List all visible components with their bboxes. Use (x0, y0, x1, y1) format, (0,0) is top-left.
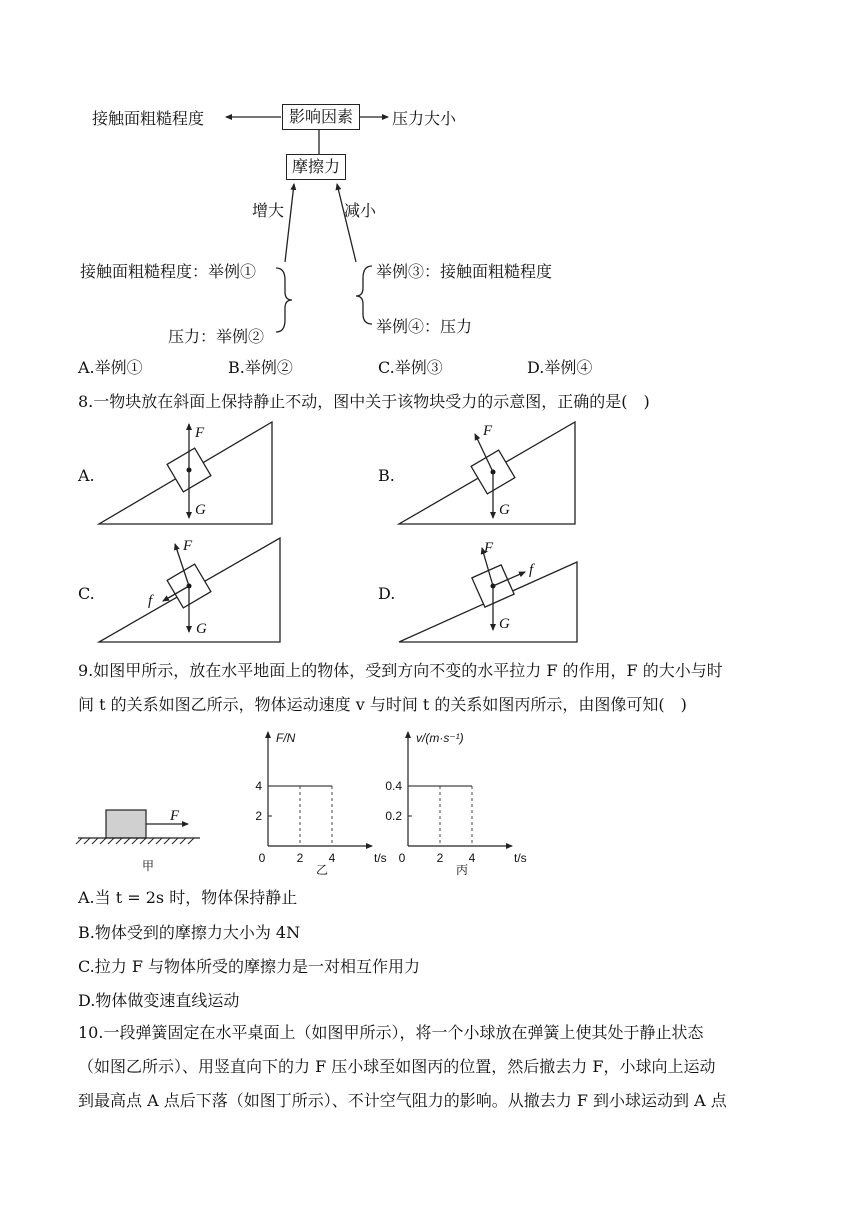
ground-hatching (76, 838, 194, 844)
decrease-arrow (337, 184, 356, 262)
q10-line-3: 到最高点 A 点后下落（如图丁所示）、不计空气阻力的影响。从撤去力 F 到小球运动到 A 点 (78, 1091, 727, 1110)
chart-bing-x-label: t/s (514, 851, 527, 865)
chart-bing-x-tick-2: 2 (436, 851, 444, 865)
q9-option-b: B.物体受到的摩擦力大小为 4N (78, 923, 301, 942)
chart-yi (248, 726, 388, 876)
q8-option-b-label: B. (378, 466, 395, 485)
label-friction-c: f (148, 593, 153, 609)
q8-figure-d (397, 534, 607, 646)
chart-yi-caption: 乙 (316, 863, 329, 877)
right-factor-label: 压力大小 (392, 109, 457, 128)
increase-label: 增大 (252, 201, 285, 220)
q8-figure-c (97, 534, 307, 646)
q7-option-a: A.举例① (78, 358, 143, 377)
q8-figure-a (97, 418, 297, 528)
label-friction-d: f (529, 562, 534, 578)
q9-option-c: C.拉力 F 与物体所受的摩擦力是一对相互作用力 (78, 957, 421, 976)
chart-bing-y-tick-0.4: 0.4 (385, 779, 402, 793)
influence-factor-text: 影响因素 (288, 107, 353, 126)
pull-force-label: F (170, 808, 180, 824)
object-block (106, 810, 146, 838)
q9-stem-line-1: 9.如图甲所示，放在水平地面上的物体，受到方向不变的水平拉力 F 的作用，F 的大小与时 (78, 661, 723, 680)
chart-bing-y-tick-0.2: 0.2 (385, 809, 402, 823)
q8-option-d-label: D. (378, 584, 396, 603)
chart-yi-x-tick-2: 2 (296, 851, 304, 865)
q9-option-a: A.当 t = 2s 时，物体保持静止 (78, 888, 298, 907)
label-g-c: G (196, 621, 207, 637)
caption-jia: 甲 (142, 859, 155, 873)
chart-yi-y-tick-2: 2 (255, 809, 262, 823)
label-f-a: F (195, 425, 205, 441)
label-g-d: G (499, 616, 510, 632)
q8-stem: 8.一物块放在斜面上保持静止不动，图中关于该物块受力的示意图，正确的是( ) (78, 392, 650, 411)
chart-yi-y-label: F/N (276, 731, 296, 745)
q10-line-2: （如图乙所示）、用竖直向下的力 F 压小球至如图丙的位置，然后撤去力 F，小球向上运动 (78, 1057, 716, 1076)
right-brace (356, 266, 372, 324)
friction-text: 摩擦力 (291, 157, 340, 176)
chart-bing-x-tick-4: 4 (468, 851, 476, 865)
left-factor-label: 接触面粗糙程度 (92, 109, 205, 128)
concept-diagram-lines (0, 0, 860, 360)
q8-figure-b (397, 418, 597, 528)
example-2-label: 压力：举例② (168, 327, 265, 346)
example-4-label: 举例④：压力 (376, 317, 473, 336)
chart-yi-y-tick-4: 4 (255, 779, 262, 793)
label-g-a: G (195, 502, 206, 518)
q7-option-c: C.举例③ (378, 358, 443, 377)
label-f-d: F (484, 540, 494, 556)
example-1-label: 接触面粗糙程度：举例① (80, 262, 257, 281)
q7-option-d: D.举例④ (527, 358, 593, 377)
q8-option-a-label: A. (78, 466, 95, 485)
chart-yi-x-tick-0: 0 (258, 851, 266, 865)
example-3-label: 举例③：接触面粗糙程度 (376, 262, 553, 281)
q9-stem-line-2: 间 t 的关系如图乙所示，物体运动速度 v 与时间 t 的关系如图丙所示，由图像可知( ) (78, 695, 687, 714)
chart-yi-x-label: t/s (374, 851, 387, 865)
chart-bing-y-label: v/(m·s⁻¹) (416, 731, 464, 745)
label-f-c: F (183, 538, 193, 554)
left-brace (276, 268, 292, 332)
decrease-label: 减小 (344, 201, 377, 220)
label-f-b: F (483, 423, 493, 439)
label-g-b: G (499, 502, 510, 518)
chart-yi-x-tick-4: 4 (328, 851, 336, 865)
chart-bing-x-tick-0: 0 (398, 851, 406, 865)
fig-jia (78, 806, 218, 876)
chart-bing (380, 726, 530, 876)
q9-option-d: D.物体做变速直线运动 (78, 991, 240, 1010)
q7-option-b: B.举例② (228, 358, 293, 377)
chart-bing-caption: 丙 (456, 863, 469, 877)
q10-line-1: 10.一段弹簧固定在水平桌面上（如图甲所示），将一个小球放在弹簧上使其处于静止状态 (78, 1023, 704, 1042)
q8-option-c-label: C. (78, 584, 95, 603)
increase-arrow (285, 184, 294, 262)
